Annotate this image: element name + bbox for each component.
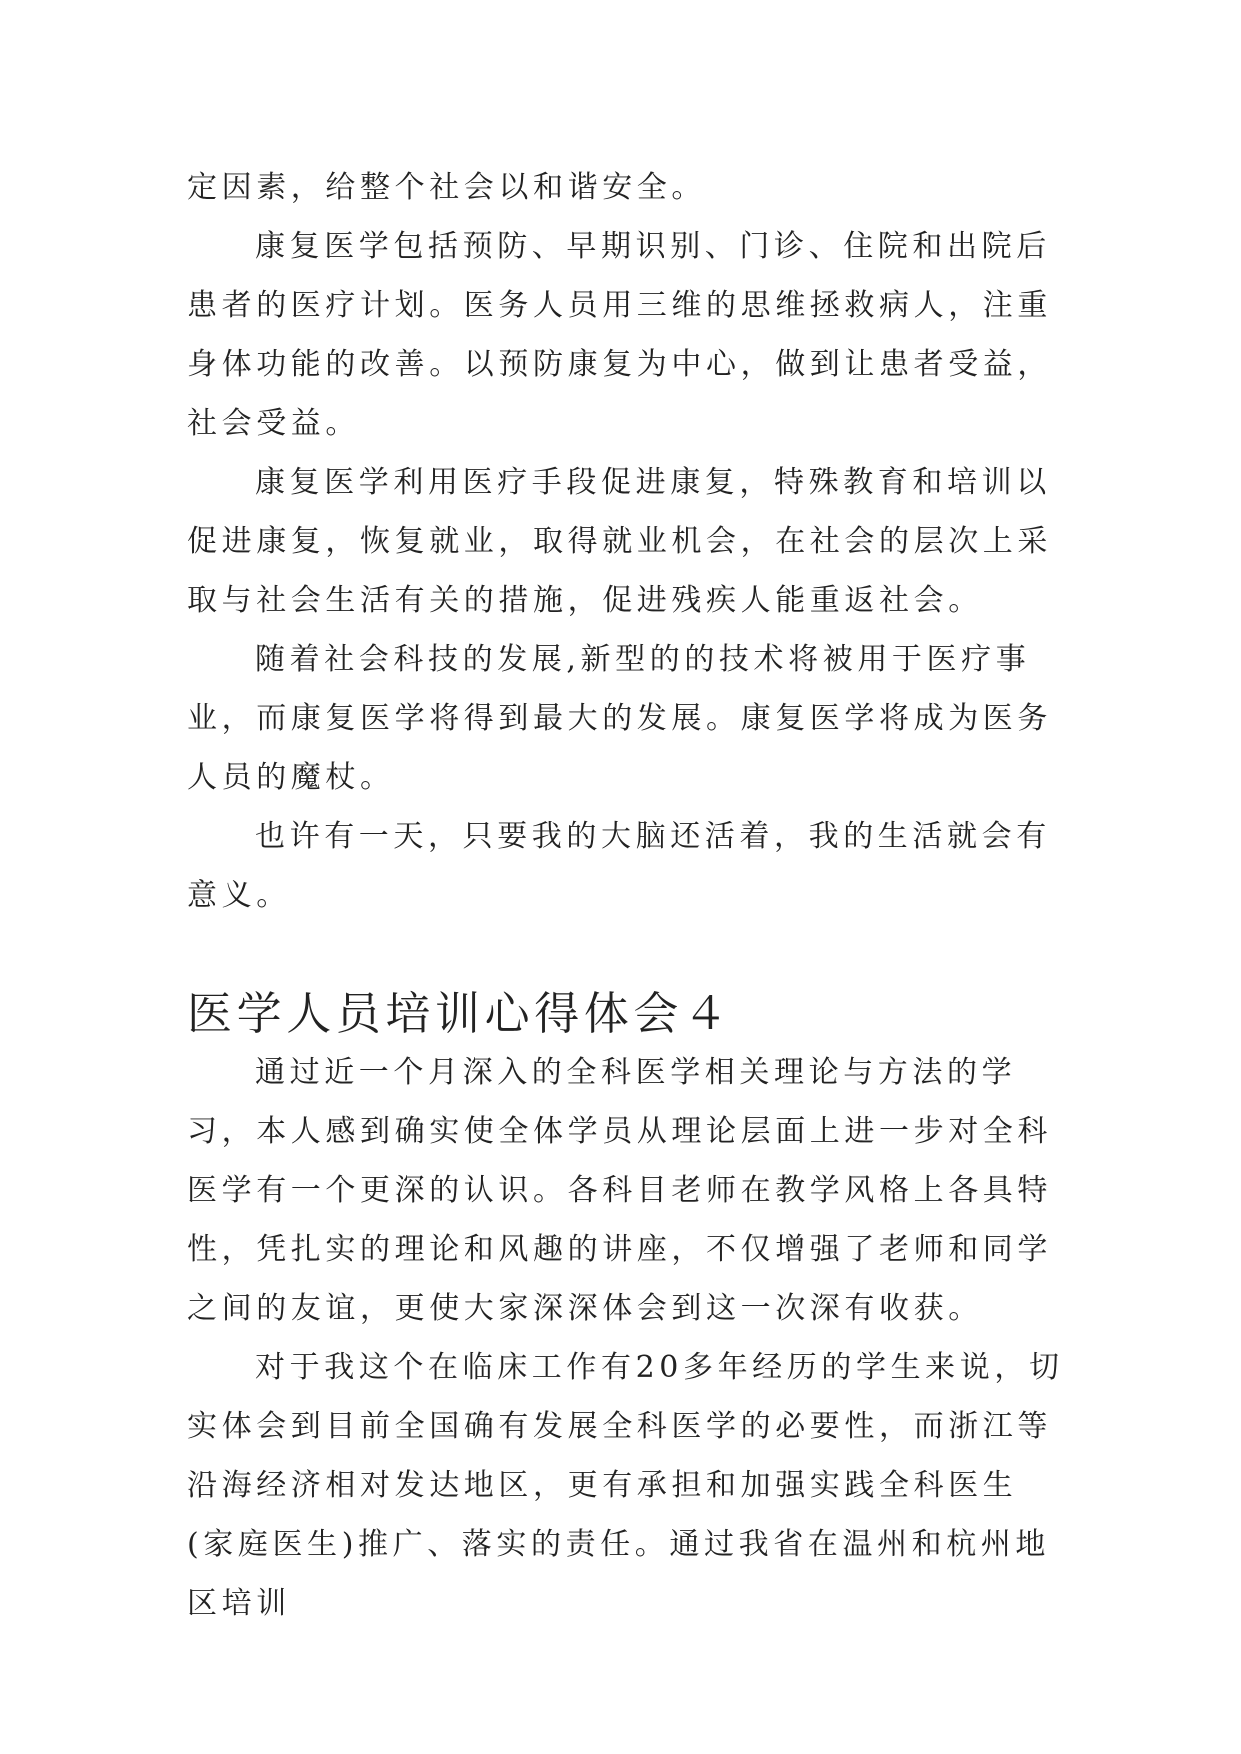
- section-heading: 医学人员培训心得体会４: [187, 987, 733, 1040]
- section-spacer: [187, 925, 1067, 984]
- paragraph: 对于我这个在临床工作有20多年经历的学生来说，切实体会到目前全国确有发展全科医学的必要性，而浙江等沿海经济相对发达地区，更有承担和加强实践全科医生(家庭医生)推广、落实的责任。通过我省在温州和杭州地区培训: [187, 1350, 1064, 1621]
- paragraph: 康复医学包括预防、早期识别、门诊、住院和出院后患者的医疗计划。医务人员用三维的思维拯救病人，注重身体功能的改善。以预防康复为中心，做到让患者受益，社会受益。: [187, 229, 1052, 441]
- document-body: [187, 158, 1067, 1633]
- paragraph: 随着社会科技的发展,新型的的技术将被用于医疗事业，而康复医学将得到最大的发展。康复医学将成为医务人员的魔杖。: [187, 642, 1052, 795]
- paragraph-continued: 定因素，给整个社会以和谐安全。: [187, 170, 706, 205]
- paragraph: 通过近一个月深入的全科医学相关理论与方法的学习，本人感到确实使全体学员从理论层面上进一步对全科医学有一个更深的认识。各科目老师在教学风格上各具特性，凭扎实的理论和风趣的讲座，不仅增强了老师和同学之间的友谊，更使大家深深体会到这一次深有收获。: [187, 1055, 1052, 1326]
- paragraph: 也许有一天，只要我的大脑还活着，我的生活就会有意义。: [187, 819, 1051, 913]
- paragraph: 康复医学利用医疗手段促进康复，特殊教育和培训以促进康复，恢复就业，取得就业机会，在社会的层次上采取与社会生活有关的措施，促进残疾人能重返社会。: [187, 465, 1052, 618]
